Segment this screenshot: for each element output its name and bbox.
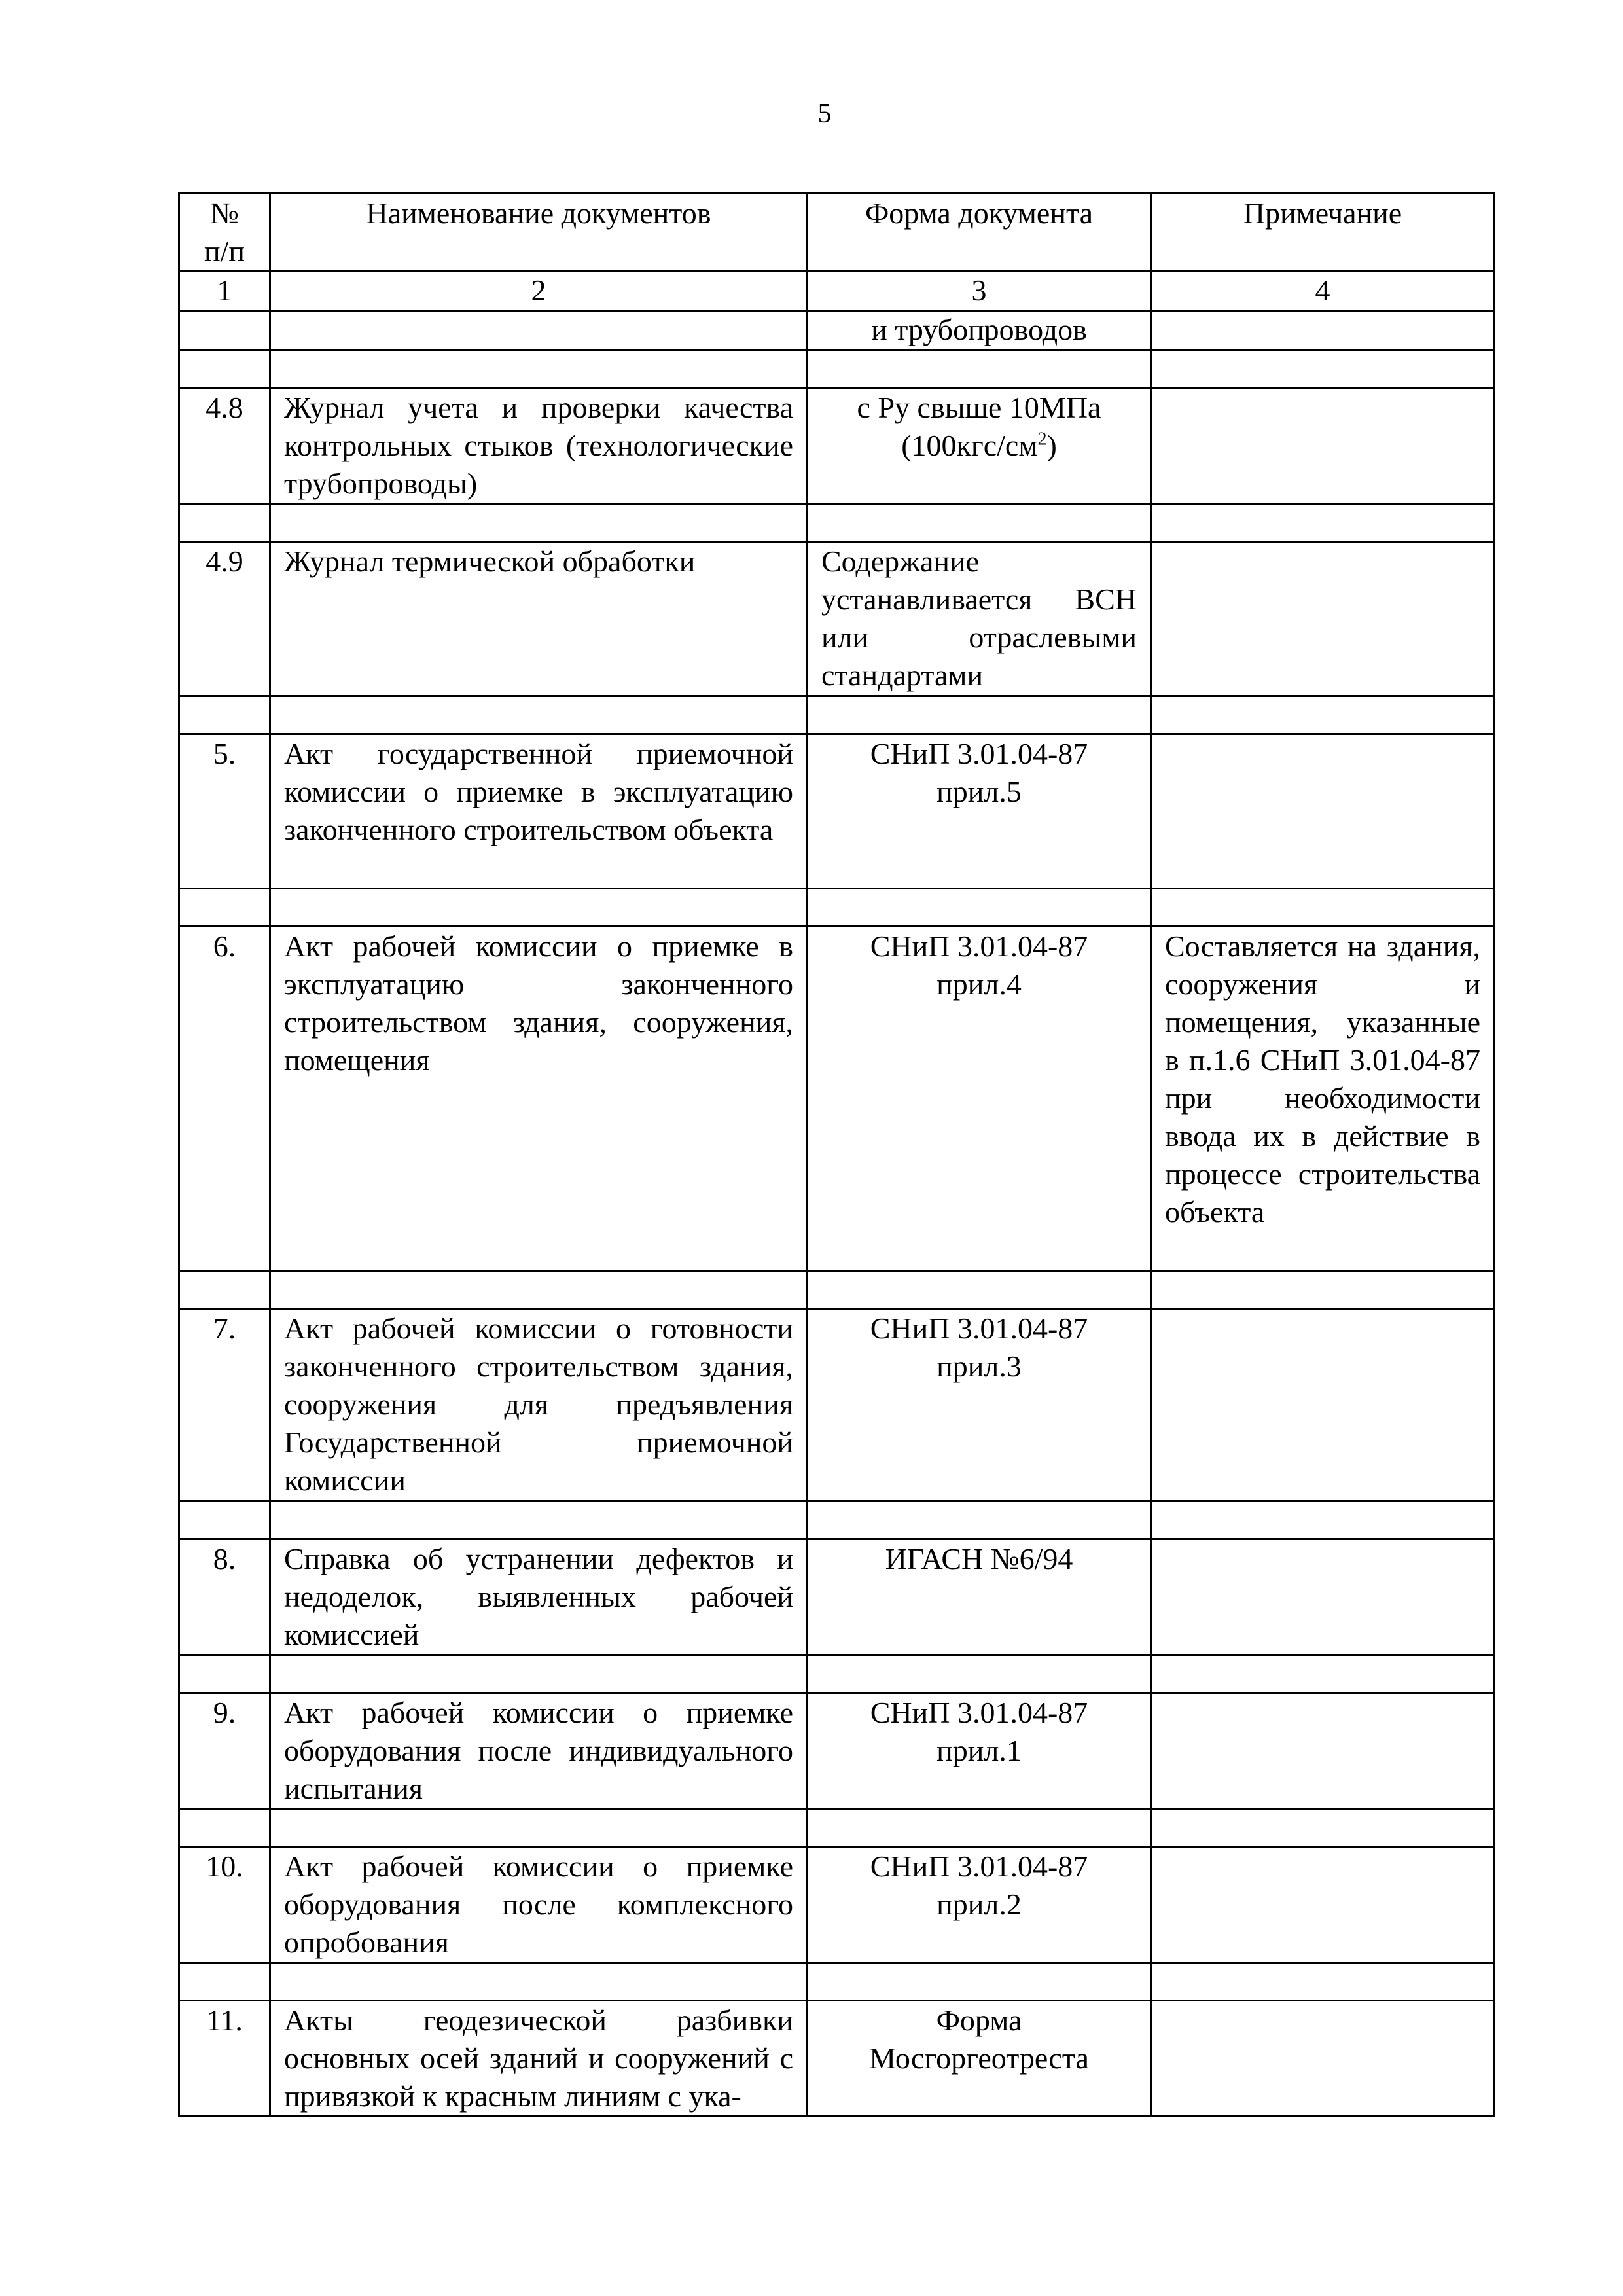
spacer-row bbox=[179, 504, 1495, 542]
spacer-row bbox=[179, 1809, 1495, 1847]
row-number: 11. bbox=[179, 2001, 270, 2117]
table-row bbox=[179, 1847, 1495, 1963]
row-number: 9. bbox=[179, 1693, 270, 1809]
document-note bbox=[1151, 1309, 1495, 1501]
table-row bbox=[179, 2001, 1495, 2117]
document-name: Акт рабочей комиссии о готовности законченного строительством здания, сооружения для предъявления Государственной приемочной комиссии bbox=[270, 1309, 808, 1501]
header-document-form: Форма документа bbox=[808, 194, 1151, 272]
column-number: 3 bbox=[808, 272, 1151, 311]
document-form: СНиП 3.01.04-87 прил.4 bbox=[808, 927, 1151, 1271]
spacer-row bbox=[179, 1501, 1495, 1539]
row-number: 10. bbox=[179, 1847, 270, 1963]
spacer-row bbox=[179, 1655, 1495, 1693]
document-note bbox=[1151, 1847, 1495, 1963]
document-name: Журнал термической обработки bbox=[270, 542, 808, 696]
table-row bbox=[179, 927, 1495, 1271]
spacer-row bbox=[179, 889, 1495, 927]
row-number: 4.9 bbox=[179, 542, 270, 696]
table-row bbox=[179, 1539, 1495, 1655]
header-number: № п/п bbox=[179, 194, 270, 272]
documents-table bbox=[178, 192, 1495, 2117]
document-note bbox=[1151, 734, 1495, 889]
header-document-name: Наименование документов bbox=[270, 194, 808, 272]
table-row bbox=[179, 388, 1495, 504]
table-header-row bbox=[179, 194, 1495, 272]
row-number: 4.8 bbox=[179, 388, 270, 504]
continuation-text: и трубопроводов bbox=[808, 311, 1151, 350]
row-number: 8. bbox=[179, 1539, 270, 1655]
column-number: 4 bbox=[1151, 272, 1495, 311]
document-form: с Ру свыше 10МПа $(100кгс/см^2)$ bbox=[808, 388, 1151, 504]
table-row bbox=[179, 1309, 1495, 1501]
document-name: Акт рабочей комиссии о приемке оборудования после индивидуального испытания bbox=[270, 1693, 808, 1809]
column-numbers-row bbox=[179, 272, 1495, 311]
document-name: Акт рабочей комиссии о приемке в эксплуатацию законченного строительством здания, сооружения, помещения bbox=[270, 927, 808, 1271]
column-number: 1 bbox=[179, 272, 270, 311]
document-name: Акты геодезической разбивки основных осей зданий и сооружений с привязкой к красным линиям с ука- bbox=[270, 2001, 808, 2117]
document-note bbox=[1151, 2001, 1495, 2117]
row-number: 7. bbox=[179, 1309, 270, 1501]
document-name: Акт рабочей комиссии о приемке оборудования после комплексного опробования bbox=[270, 1847, 808, 1963]
spacer-row bbox=[179, 1271, 1495, 1309]
header-note: Примечание bbox=[1151, 194, 1495, 272]
spacer-row bbox=[179, 1963, 1495, 2001]
table-row bbox=[179, 542, 1495, 696]
document-note bbox=[1151, 542, 1495, 696]
document-note bbox=[1151, 1693, 1495, 1809]
document-form: СНиП 3.01.04-87 прил.1 bbox=[808, 1693, 1151, 1809]
document-note: Составляется на здания, сооружения и помещения, указанные в п.1.6 СНиП 3.01.04-87 при необходимости ввода их в действие в процессе строительства объекта bbox=[1151, 927, 1495, 1271]
document-form: ИГАСН №6/94 bbox=[808, 1539, 1151, 1655]
page-number: 5 bbox=[817, 99, 832, 129]
row-number: 5. bbox=[179, 734, 270, 889]
table-row bbox=[179, 1693, 1495, 1809]
document-note bbox=[1151, 388, 1495, 504]
document-note bbox=[1151, 1539, 1495, 1655]
table-row bbox=[179, 311, 1495, 350]
document-name: Акт государственной приемочной комиссии о приемке в эксплуатацию законченного строительством объекта bbox=[270, 734, 808, 889]
column-number: 2 bbox=[270, 272, 808, 311]
document-form: СНиП 3.01.04-87 прил.5 bbox=[808, 734, 1151, 889]
spacer-row bbox=[179, 350, 1495, 388]
row-number: 6. bbox=[179, 927, 270, 1271]
document-name: Справка об устранении дефектов и недоделок, выявленных рабочей комиссией bbox=[270, 1539, 808, 1655]
document-form: СНиП 3.01.04-87 прил.2 bbox=[808, 1847, 1151, 1963]
table-row bbox=[179, 734, 1495, 889]
document-form: Содержание устанавливается ВСН или отраслевыми стандартами bbox=[808, 542, 1151, 696]
document-form: Форма Мосгоргеотреста bbox=[808, 2001, 1151, 2117]
document-form: СНиП 3.01.04-87 прил.3 bbox=[808, 1309, 1151, 1501]
document-name: Журнал учета и проверки качества контрольных стыков (технологические трубопроводы) bbox=[270, 388, 808, 504]
spacer-row bbox=[179, 696, 1495, 734]
